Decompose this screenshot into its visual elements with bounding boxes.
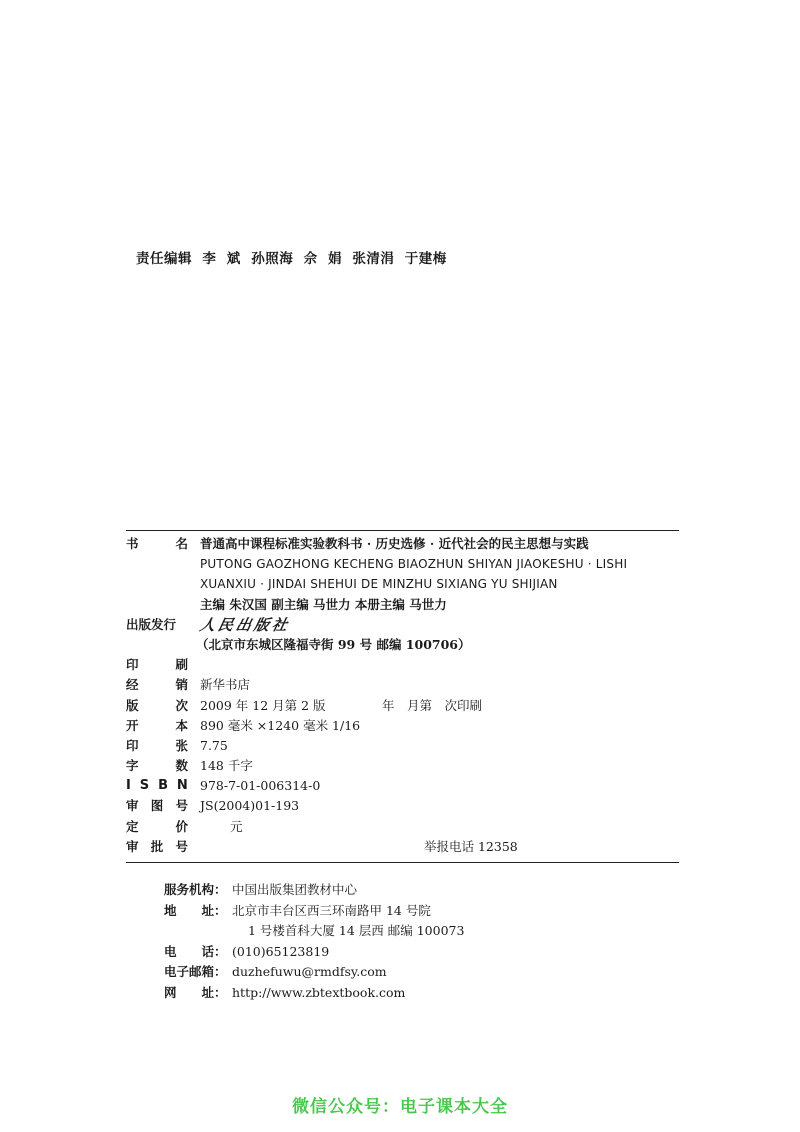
price-row	[126, 817, 679, 837]
distributor-value: 新华书店	[200, 677, 251, 693]
pinyin-line-1: PUTONG GAOZHONG KECHENG BIAOZHUN SHIYAN JIAOKESHU · LISHI	[200, 557, 628, 572]
service-phone-value: (010)65123819	[232, 943, 330, 959]
service-email-value: duzhefuwu@rmdfsy.com	[232, 964, 387, 980]
service-address-label: 地 址：	[164, 902, 227, 918]
words-value: 148 千字	[200, 758, 253, 774]
publisher-label: 出版发行	[126, 616, 177, 632]
approval-row	[126, 837, 679, 857]
copyright-info-block	[126, 534, 679, 857]
edition-value: 2009 年 12 月第 2 版	[200, 697, 326, 713]
edition-row	[126, 696, 679, 716]
map-number-row	[126, 796, 679, 816]
sheets-value: 7.75	[200, 737, 228, 753]
publisher-address: （北京市东城区隆福寺街 99 号 邮编 100706）	[196, 636, 471, 652]
distributor-row	[126, 675, 679, 695]
pinyin-row-2	[126, 574, 679, 594]
words-row	[126, 756, 679, 776]
editors-row	[126, 595, 679, 615]
pinyin-line-2: XUANXIU · JINDAI SHEHUI DE MINZHU SIXIANG YU SHIJIAN	[200, 577, 558, 592]
bottom-divider	[126, 862, 679, 863]
print-label: 印 刷	[126, 657, 188, 673]
responsible-editors: 责任编辑 李 斌 孙照海 佘 娟 张清涓 于建梅	[136, 251, 447, 267]
format-value: 890 毫米 ×1240 毫米 1/16	[200, 717, 361, 733]
approval-label: 审 批 号	[126, 838, 188, 854]
chief-editors: 主编 朱汉国 副主编 马世力 本册主编 马世力	[200, 596, 447, 612]
service-address-line-2: 1 号楼首科大厦 14 层西 邮编 100073	[248, 923, 465, 939]
pinyin-row-1	[126, 554, 679, 574]
map-number-value: JS(2004)01-193	[200, 798, 300, 814]
map-number-label: 审 图 号	[126, 798, 188, 814]
report-hotline: 举报电话 12358	[424, 838, 518, 854]
isbn-value: 978-7-01-006314-0	[200, 778, 321, 794]
price-label: 定 价	[126, 818, 188, 834]
service-web-label: 网 址：	[164, 984, 227, 1000]
service-phone-label: 电 话：	[164, 943, 227, 959]
price-value: 元	[230, 818, 243, 834]
distributor-label: 经 销	[126, 677, 188, 693]
service-web-value: http://www.zbtextbook.com	[232, 984, 406, 1000]
isbn-row	[126, 776, 679, 796]
format-row	[126, 716, 679, 736]
printing-value: 年 月第 次印刷	[382, 697, 483, 713]
title-label: 书 名	[126, 536, 188, 551]
publisher-row	[126, 615, 679, 635]
sheets-label: 印 张	[126, 737, 188, 753]
sheets-row	[126, 736, 679, 756]
top-divider	[126, 530, 679, 531]
service-org-label: 服务机构：	[164, 882, 227, 897]
service-address-line-1: 北京市丰台区西三环南路甲 14 号院	[232, 902, 431, 918]
service-org-value: 中国出版集团教材中心	[232, 882, 358, 897]
wechat-watermark: 微信公众号：电子课本大全	[292, 1097, 508, 1117]
title-row	[126, 534, 679, 554]
print-row	[126, 655, 679, 675]
format-label: 开 本	[126, 717, 188, 733]
publisher-logo: 人民出版社	[198, 615, 292, 634]
words-label: 字 数	[126, 758, 188, 774]
publisher-address-row	[126, 635, 679, 655]
book-title: 普通高中课程标准实验教科书 · 历史选修 · 近代社会的民主思想与实践	[200, 536, 589, 551]
edition-label: 版 次	[126, 697, 188, 713]
service-email-label: 电子邮箱：	[164, 964, 227, 980]
isbn-label: I S B N	[126, 778, 188, 794]
